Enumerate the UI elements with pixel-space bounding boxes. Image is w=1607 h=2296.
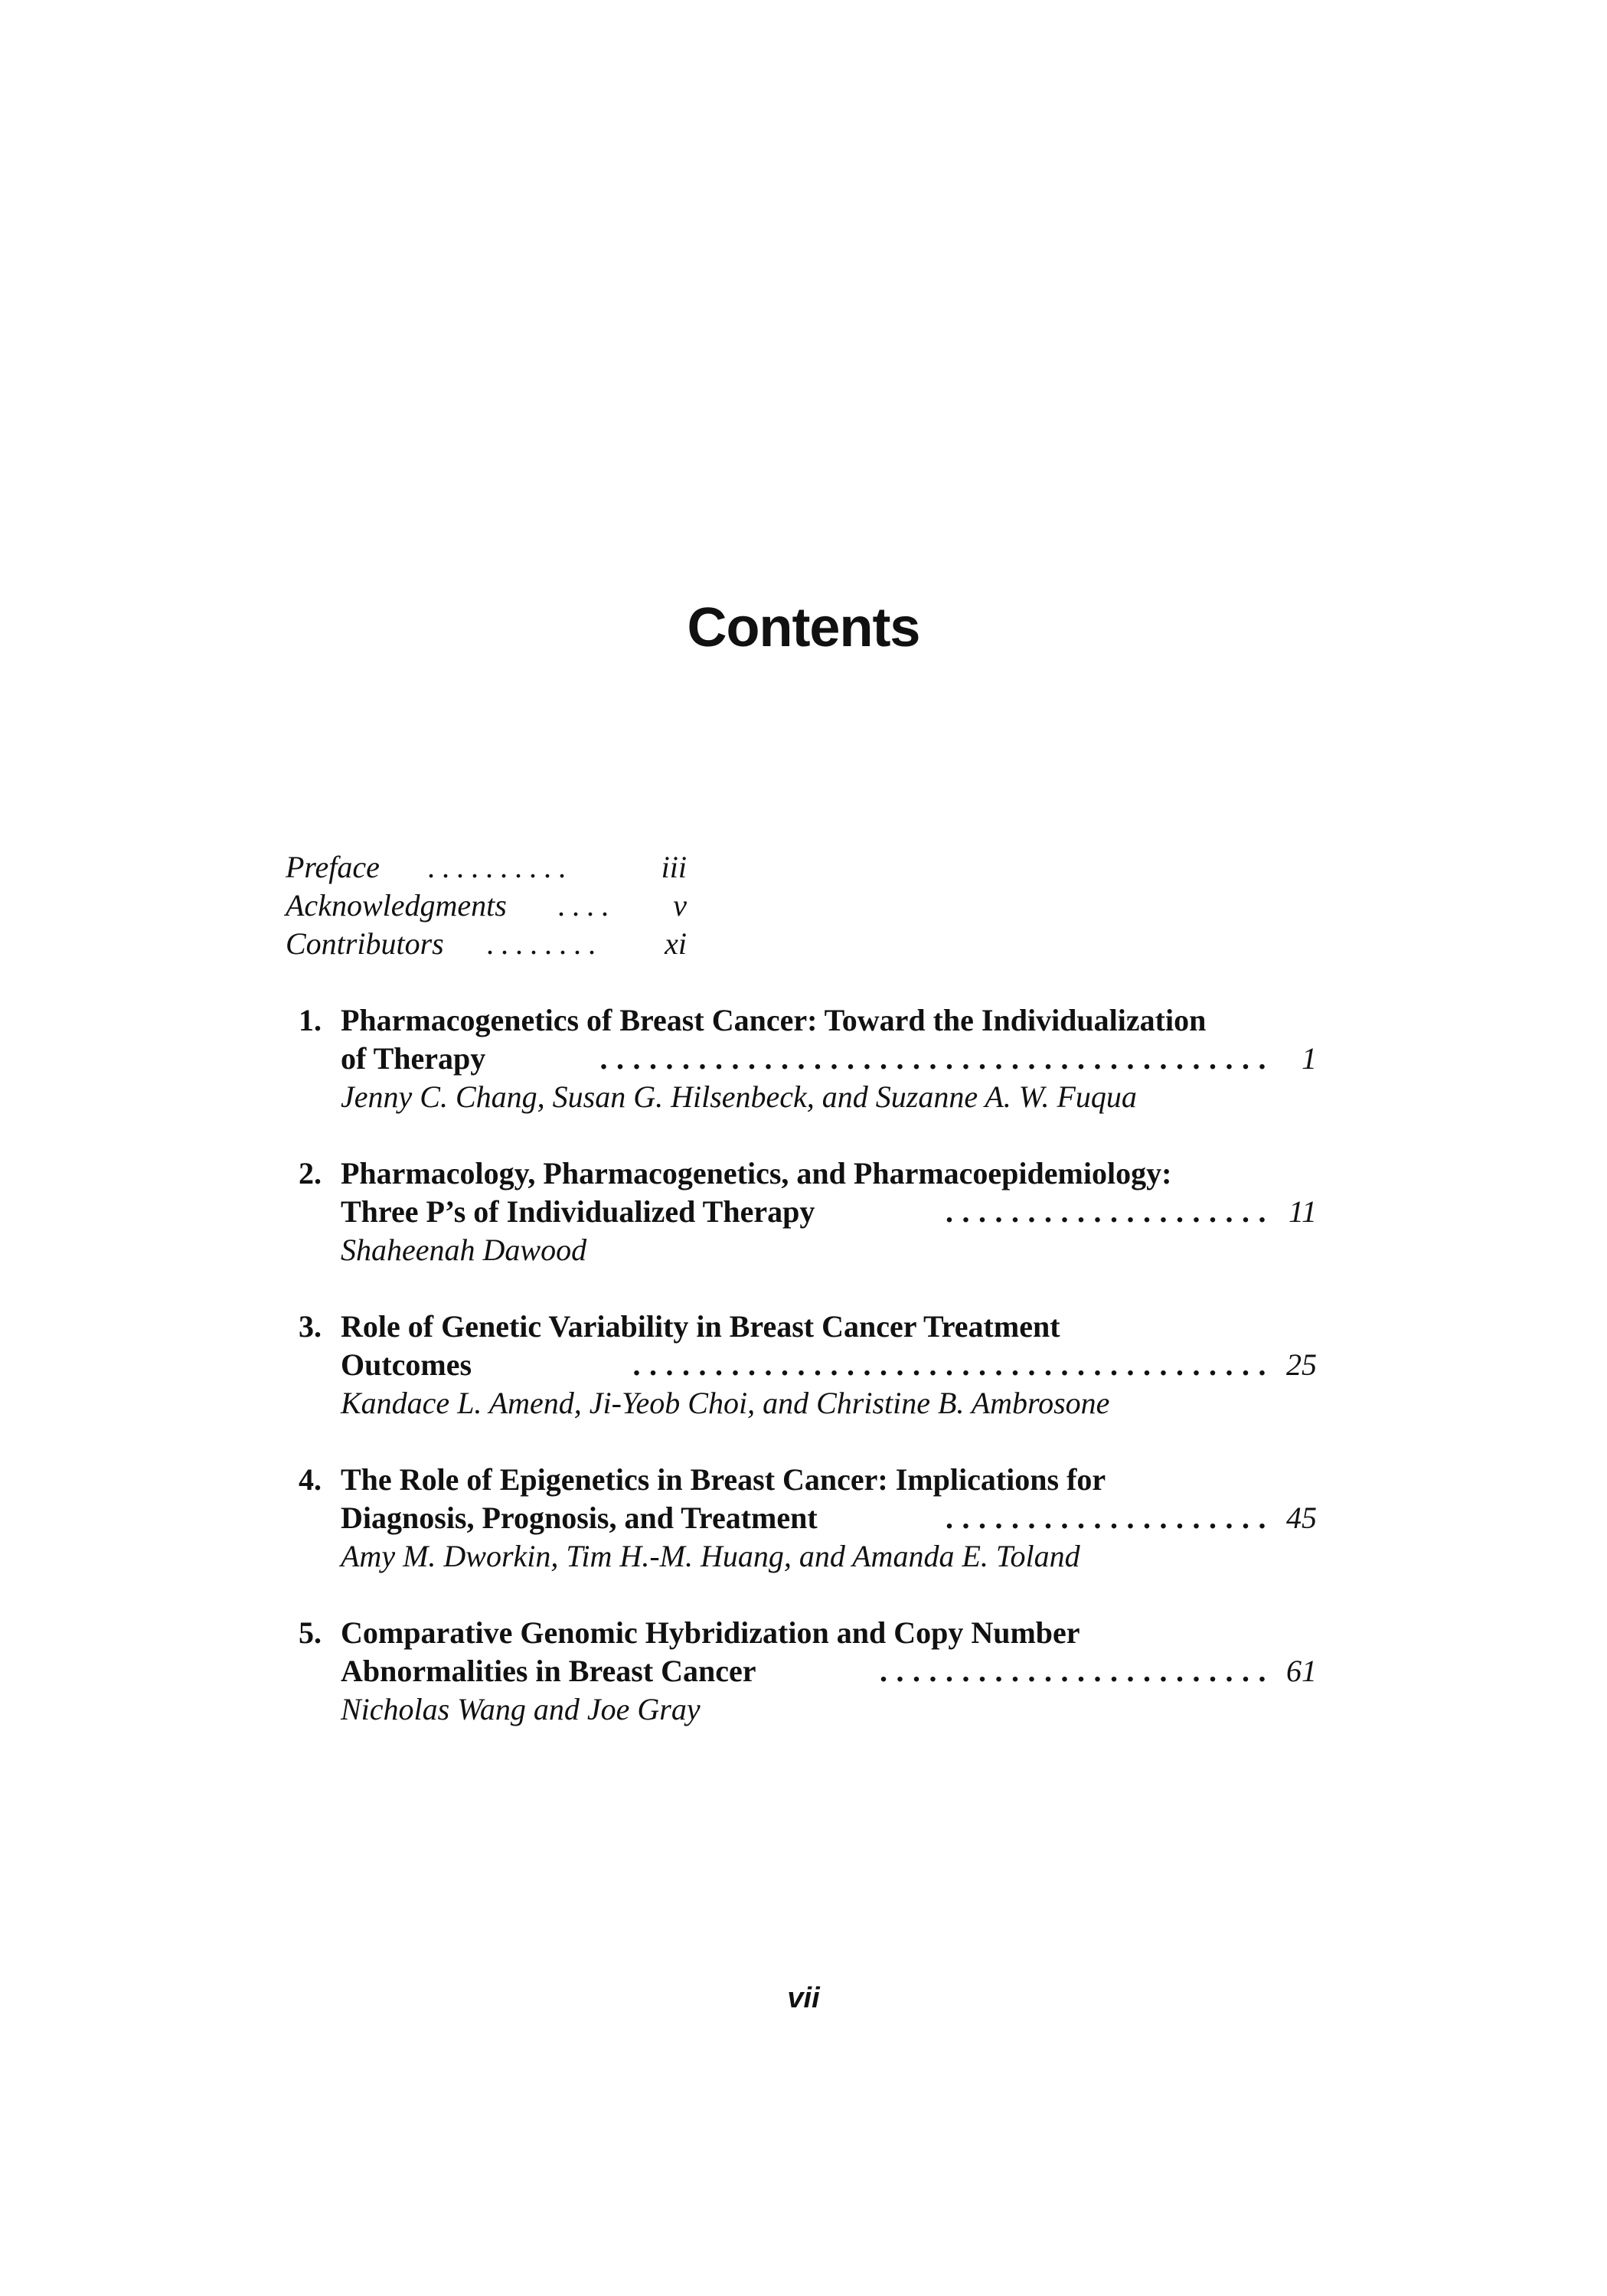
chapter-page-number: 1 bbox=[1302, 1041, 1317, 1076]
chapter-title-line2: Three P’s of Individualized Therapy bbox=[341, 1193, 815, 1231]
front-matter-page: iii bbox=[661, 850, 687, 884]
front-matter-label: Contributors bbox=[286, 926, 444, 961]
chapter-entry-4[interactable] bbox=[299, 1461, 1317, 1614]
chapter-title-line1: Pharmacology, Pharmacogenetics, and Pharmacoepidemiology: bbox=[341, 1156, 1172, 1190]
chapter-page-number: 61 bbox=[1286, 1654, 1317, 1688]
dot-leader: ......................................... bbox=[599, 1041, 1275, 1076]
chapter-number: 2. bbox=[299, 1156, 322, 1190]
front-matter-page: xi bbox=[665, 926, 687, 961]
chapter-title-line1: Role of Genetic Variability in Breast Cancer Treatment bbox=[341, 1309, 1060, 1344]
chapter-authors: Kandace L. Amend, Ji-Yeob Choi, and Christine B. Ambrosone bbox=[341, 1386, 1110, 1420]
page-folio: vii bbox=[787, 1982, 820, 2014]
chapter-authors: Nicholas Wang and Joe Gray bbox=[341, 1692, 701, 1726]
chapter-title-line2: Diagnosis, Prognosis, and Treatment bbox=[341, 1499, 818, 1537]
chapter-entry-1[interactable] bbox=[299, 1001, 1317, 1155]
front-matter-label: Acknowledgments bbox=[286, 888, 507, 923]
dot-leader: ........................ bbox=[880, 1654, 1275, 1688]
chapter-authors: Amy M. Dworkin, Tim H.-M. Huang, and Amanda E. Toland bbox=[341, 1539, 1080, 1573]
chapter-number: 1. bbox=[299, 1003, 322, 1037]
dot-leader: .................... bbox=[946, 1501, 1275, 1535]
chapter-title-line1: Comparative Genomic Hybridization and Copy Number bbox=[341, 1615, 1080, 1650]
front-matter-list bbox=[286, 848, 699, 963]
chapter-title-line1: The Role of Epigenetics in Breast Cancer: Implications for bbox=[341, 1462, 1106, 1497]
front-matter-item-acknowledgments[interactable] bbox=[286, 887, 699, 925]
chapter-page-number: 11 bbox=[1288, 1194, 1317, 1229]
front-matter-label: Preface bbox=[286, 850, 380, 884]
dot-leader: .................... bbox=[946, 1194, 1275, 1229]
dot-leader: ....................................... bbox=[632, 1347, 1275, 1382]
chapter-number: 4. bbox=[299, 1462, 322, 1497]
chapter-authors: Shaheenah Dawood bbox=[341, 1233, 587, 1267]
chapter-title-line2: Outcomes bbox=[341, 1346, 472, 1384]
front-matter-page: v bbox=[673, 888, 687, 923]
chapter-number: 5. bbox=[299, 1615, 322, 1650]
chapter-page-number: 25 bbox=[1286, 1347, 1317, 1382]
front-matter-item-preface[interactable] bbox=[286, 848, 699, 887]
chapter-number: 3. bbox=[299, 1309, 322, 1344]
dot-leader: .......... bbox=[427, 850, 573, 884]
chapter-title-line2: Abnormalities in Breast Cancer bbox=[341, 1652, 756, 1690]
chapter-entry-5[interactable] bbox=[299, 1614, 1317, 1767]
chapter-authors: Jenny C. Chang, Susan G. Hilsenbeck, and Suzanne A. W. Fuqua bbox=[341, 1079, 1137, 1114]
dot-leader: .... bbox=[557, 888, 616, 923]
chapter-entry-2[interactable] bbox=[299, 1155, 1317, 1308]
chapter-title-line1: Pharmacogenetics of Breast Cancer: Toward the Individualization bbox=[341, 1003, 1207, 1037]
chapter-list bbox=[299, 1001, 1317, 1767]
dot-leader: ........ bbox=[486, 926, 603, 961]
chapter-title-line2: of Therapy bbox=[341, 1040, 485, 1078]
page-title: Contents bbox=[687, 597, 920, 658]
chapter-page-number: 45 bbox=[1286, 1501, 1317, 1535]
front-matter-item-contributors[interactable] bbox=[286, 925, 699, 963]
chapter-entry-3[interactable] bbox=[299, 1308, 1317, 1461]
